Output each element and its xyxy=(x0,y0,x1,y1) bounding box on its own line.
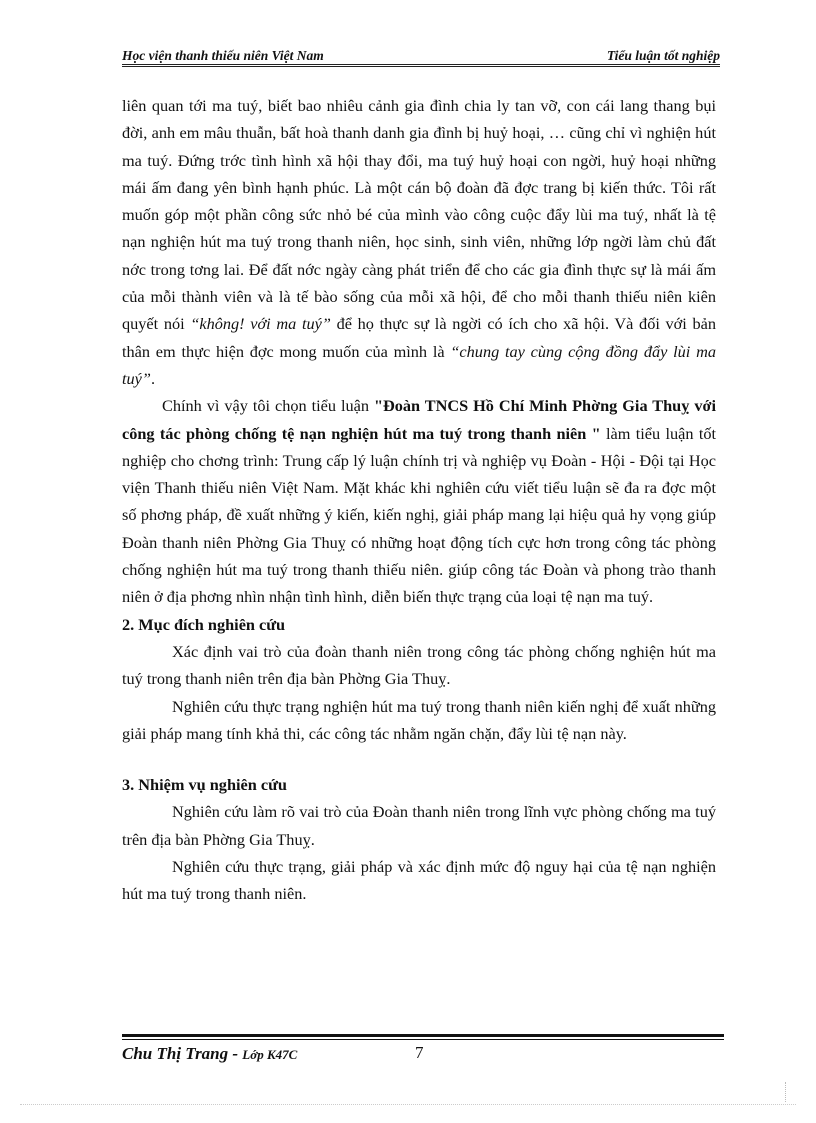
paragraph-2: Chính vì vậy tôi chọn tiểu luận "Đoàn TNCS Hồ Chí Minh Phờng Gia Thuỵ với công tác phòng chống tệ nạn nghiện hút ma tuý trong thanh niên " làm tiểu luận tốt nghiệp cho chơng trình: Trung cấp lý luận chính trị và nghiệp vụ Đoàn - Hội - Đội tại Học viện Thanh thiếu niên Việt Nam. Mặt khác khi nghiên cứu viết tiểu luận sẽ đa ra đợc một số phơng pháp, đề xuất những ý kiến, kiến nghị, giải pháp mang lại hiệu quả hy vọng giúp Đoàn thanh niên Phờng Gia Thuỵ có những hoạt động tích cực hơn trong công tác phòng chống nghiện hút ma tuý trong thanh thiếu niên. giúp công tác Đoàn và phong trào thanh niên ở địa phơng nhìn nhận tình hình, diễn biến thực trạng của loại tệ nạn ma tuý. xyxy=(122,396,717,607)
paragraph-1: liên quan tới ma tuý, biết bao nhiêu cảnh gia đình chia ly tan vỡ, con cái lang thang bụi đời, anh em mâu thuẫn, bất hoà thanh danh gia đình bị huỷ hoại, … cũng chỉ vì nghiện hút ma tuý. Đứng trớc tình hình xã hội thay đổi, ma tuý huỷ hoại con ngời, huỷ hoại những mái ấm đang yên bình hạnh phúc. Là một cán bộ đoàn đã đợc trang bị kiến thức. Tôi rất muốn góp một phần công sức nhỏ bé của mình vào công cuộc đẩy lùi ma tuý, nhất là tệ nạn nghiện hút ma tuý trong thanh niên, học sinh, sinh viên, những lớp ngời làm chủ đất nớc trong tơng lai. Để đất nớc ngày càng phát triển để cho các gia đình thực sự là mái ấm của mỗi thành viên và là tế bào sống của mỗi xã hội, để cho mỗi thanh thiếu niên kiên quyết nói “không! với ma tuý” để họ thực sự là ngời có ích cho xã hội. Và đối với bản thân em thực hiện đợc mong muốn của mình là “chung tay cùng cộng đồng đẩy lùi ma tuý”. xyxy=(122,96,716,388)
page-number: 7 xyxy=(415,1043,424,1062)
thesis-title: "Đoàn TNCS Hồ Chí Minh Phờng Gia Thuỵ với công tác phòng chống tệ nạn nghiện hút ma tuý trong thanh niên " xyxy=(122,396,717,443)
page-edge xyxy=(20,1104,796,1105)
header-doc-type: Tiểu luận tốt nghiệp xyxy=(606,48,720,63)
section-heading-3: 3. Nhiệm vụ nghiên cứu xyxy=(122,775,287,795)
footer-rule-thick xyxy=(122,1034,724,1037)
paragraph-3: Xác định vai trò của đoàn thanh niên trong công tác phòng chống nghiện hút ma tuý trong thanh niên trên địa bàn Phờng Gia Thuỵ. xyxy=(122,641,716,689)
header-institution: Học viện thanh thiếu niên Việt Nam xyxy=(122,48,324,63)
quote-khong-voi-ma-tuy: “không! với ma tuý” xyxy=(190,314,331,334)
document-body xyxy=(122,92,716,908)
footer-class: Lớp K47C xyxy=(242,1047,298,1062)
header-rule-2 xyxy=(122,66,720,67)
paragraph-4: Nghiên cứu thực trạng nghiện hút ma tuý trong thanh niên kiến nghị để xuất những giải pháp mang tính khả thi, các công tác nhằm ngăn chặn, đẩy lùi tệ nạn này. xyxy=(122,696,716,743)
page-corner-mark xyxy=(779,1082,786,1102)
footer-rule-thin xyxy=(122,1039,724,1040)
quote-chung-tay: “chung tay cùng cộng đồng đẩy lùi ma tuý” xyxy=(122,341,716,388)
section-heading-2: 2. Mục đích nghiên cứu xyxy=(122,614,286,634)
header-rule xyxy=(122,64,720,65)
paragraph-6: Nghiên cứu thực trạng, giải pháp và xác định mức độ nguy hại của tệ nạn nghiện hút ma tuý trong thanh niên. xyxy=(122,857,716,904)
page-footer xyxy=(122,1034,724,1074)
footer-author: Chu Thị Trang - Lớp K47C xyxy=(122,1044,298,1063)
paragraph-5: Nghiên cứu làm rõ vai trò của Đoàn thanh niên trong lĩnh vực phòng chống ma tuý trên địa bàn Phờng Gia Thuỵ. xyxy=(122,802,716,849)
page-header xyxy=(122,46,720,66)
